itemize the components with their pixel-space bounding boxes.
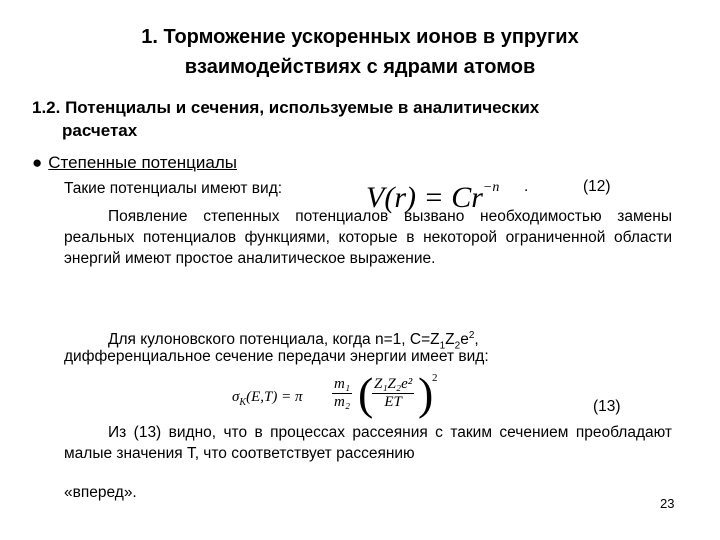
- equation-number-13: (13): [593, 398, 621, 415]
- formula-13: [232, 368, 442, 424]
- bullet-text: Степенные потенциалы: [48, 153, 237, 172]
- formula-13-lhs-rest: (E,T) = π: [246, 389, 303, 405]
- slide-title-line1: 1. Торможение ускоренных ионов в упругих: [141, 26, 579, 48]
- formula-13-numerator: Z₁Z₂e²: [374, 376, 413, 392]
- coulomb-sub-2: 2: [454, 340, 461, 352]
- formula-12-main: V(r) = Cr: [366, 181, 483, 214]
- formula-12-dot: .: [524, 178, 529, 195]
- formula-13-denominator: ET: [384, 394, 402, 410]
- coulomb-text-4: ,: [474, 331, 479, 349]
- coulomb-sup: 2: [468, 330, 475, 341]
- bullet-icon: ●: [32, 153, 43, 172]
- coulomb-text-3: e: [460, 331, 469, 349]
- paragraph-lead: Такие потенциалы имеют вид:: [64, 180, 283, 197]
- equation-number-12: (12): [583, 178, 611, 195]
- formula-12-exponent: −n: [482, 180, 500, 195]
- formula-13-lhs: [232, 389, 302, 408]
- formula-13-right-paren: ): [418, 368, 434, 419]
- coulomb-text-1: Для кулоновского потенциала, когда n=1, C=Z: [108, 331, 440, 349]
- paragraph-conclusion: Из (13) видно, что в процессах рассеяния с таким сечением преобладают малые значения Т, что соответствует рассеянию: [64, 424, 672, 462]
- bullet-item: [32, 151, 237, 175]
- formula-13-energy-ratio: [372, 376, 414, 411]
- slide-title: [40, 22, 680, 82]
- formula-13-sigma-sub: K: [239, 397, 247, 408]
- formula-13-power: 2: [432, 372, 438, 384]
- slide-title-line2: взаимодействиях с ядрами атомов: [184, 56, 536, 78]
- coulomb-sub-1: 1: [439, 340, 446, 352]
- coulomb-text-2: Z: [445, 331, 455, 349]
- page-number: 23: [660, 496, 675, 511]
- formula-13-m1: m₁: [334, 376, 351, 392]
- paragraph-coulomb-line2: дифференциальное сечение передачи энергии имеет вид:: [64, 348, 489, 365]
- paragraph-forward: «вперед».: [64, 484, 137, 501]
- formula-13-m2: m₂: [334, 394, 351, 410]
- section-heading-line1: 1.2. Потенциалы и сечения, используемые в аналитических: [32, 98, 540, 117]
- formula-13-mass-ratio: [332, 376, 352, 411]
- paragraph-power-potentials: Появление степенных потенциалов вызвано необходимостью замены реальных потенциалов функциями, которые в некоторой ограниченной области энергий имеют простое аналитическое выражение.: [64, 208, 672, 267]
- formula-13-left-paren: (: [358, 368, 374, 419]
- section-heading-line2: расчетах: [62, 121, 138, 140]
- formula-13-sigma: σ: [232, 389, 240, 405]
- section-heading: [32, 96, 682, 142]
